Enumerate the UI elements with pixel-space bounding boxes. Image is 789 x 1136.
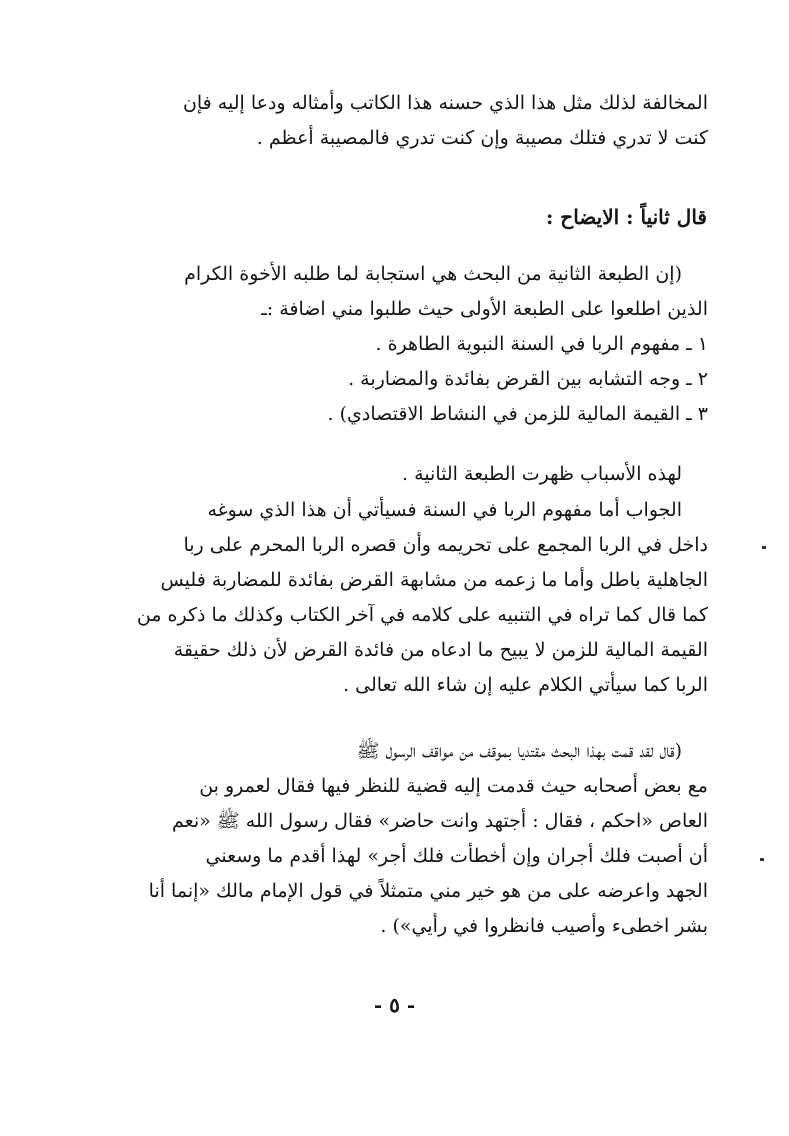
paragraph-quote-research (96, 734, 708, 944)
margin-mark (762, 546, 766, 549)
text-line: كنت لا تدري فتلك مصيبة وإن كنت تدري فالمصيبة أعظم . (256, 127, 708, 149)
text-line: القيمة المالية للزمن لا يبيح ما ادعاه من فائدة القرض لأن ذلك حقيقة (173, 639, 708, 661)
text-line: الجهد واعرضه على من هو خير مني متمثلاً في قول الإمام مالك «إنما أنا (148, 880, 708, 902)
list-item: ٢ ـ وجه التشابه بين القرض بفائدة والمضاربة . (348, 368, 708, 390)
text-line: الربا كما سيأتي الكلام عليه إن شاء الله تعالى . (343, 674, 708, 696)
section-heading: قال ثانياً : الايضاح : (545, 205, 707, 229)
list-item: ١ ـ مفهوم الربا في السنة النبوية الطاهرة . (375, 333, 708, 355)
text-line: المخالفة لذلك مثل هذا الذي حسنه هذا الكاتب وأمثاله ودعا إليه فإن (182, 92, 708, 114)
text-line: (قال لقد قمت بهذا البحث مقتديا بموقف من مواقف الرسول ﷺ (356, 740, 682, 762)
margin-mark (760, 858, 764, 861)
text-line: كما قال كما تراه في التنبيه على كلامه في آخر الكتاب وكذلك ما ذكره من (136, 604, 708, 626)
text-line: بشر اخطىء وأصيب فانظروا في رأيي») . (380, 915, 708, 937)
paragraph-answer (96, 493, 708, 703)
text-line: مع بعض أصحابه حيث قدمت إليه قضية للنظر فيها فقال لعمرو بن (199, 775, 708, 797)
paragraph-reasons (96, 457, 708, 492)
text-line: (إن الطبعة الثانية من البحث هي استجابة لما طلبه الأخوة الكرام (184, 263, 682, 285)
paragraph-quote-edition (96, 257, 708, 432)
text-line: أن أصبت فلك أجران وإن أخطأت فلك أجر» لهذا أقدم ما وسعني (205, 845, 708, 867)
text-line: لهذه الأسباب ظهرت الطبعة الثانية . (402, 463, 682, 485)
paragraph-intro (96, 86, 708, 156)
text-line: داخل في الربا المجمع على تحريمه وأن قصره الربا المحرم على ربا (183, 534, 708, 556)
list-item: ٣ ـ القيمة المالية للزمن في النشاط الاقتصادي) . (327, 403, 708, 425)
text-line: الجاهلية باطل وأما ما زعمه من مشابهة القرض بفائدة للمضاربة فليس (160, 569, 708, 591)
text-line: الجواب أما مفهوم الربا في السنة فسيأتي أن هذا الذي سوغه (207, 499, 682, 521)
text-line: العاص «احكم ، فقال : أجتهد وانت حاضر» فقال رسول الله ﷺ «نعم (172, 810, 708, 832)
page-number: - ٥ - (373, 993, 416, 1017)
text-line: الذين اطلعوا على الطبعة الأولى حيث طلبوا مني اضافة :ـ (261, 298, 708, 320)
